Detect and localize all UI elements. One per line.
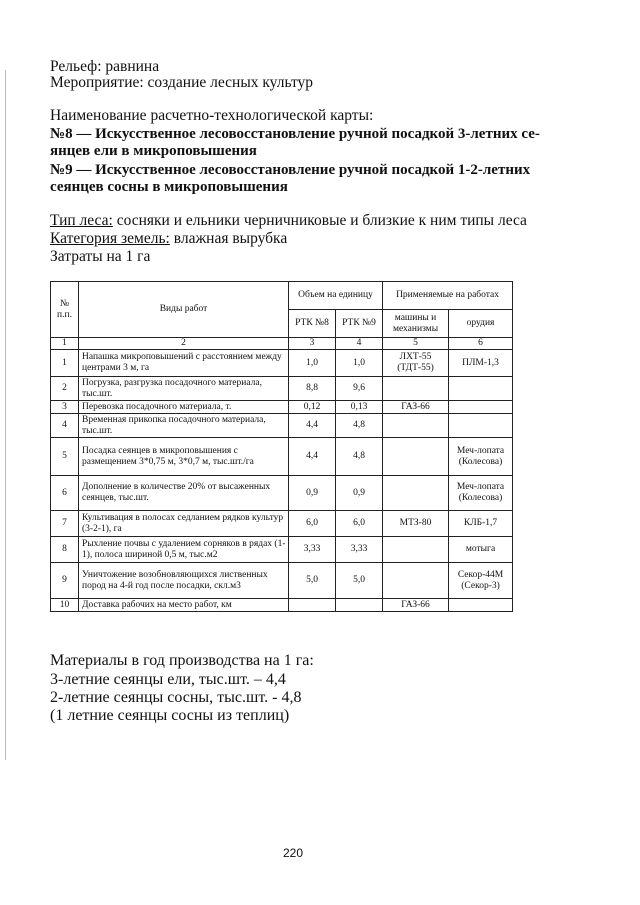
card9-title-line2: сеянцев сосны в микроповышения (50, 179, 288, 195)
card-heading: Наименование расчетно-технологической карты: (50, 107, 374, 124)
row-rtk8 (289, 599, 336, 612)
table-row (51, 401, 513, 414)
card9-title-line1: №9 — Искусственное лесовосстановление ручной посадкой 1-2-летних (50, 162, 531, 178)
row-rtk8: 0,9 (289, 476, 336, 511)
row-rtk9: 0,9 (336, 476, 383, 511)
colnum: 3 (289, 338, 336, 350)
row-tool: мотыга (449, 537, 513, 563)
row-num: 9 (51, 563, 79, 599)
relief-line: Рельеф: равнина (50, 58, 160, 75)
materials-line3: (1 летние сеянцы сосны из теплиц) (50, 707, 290, 724)
row-tool (449, 377, 513, 401)
row-rtk8: 3,33 (289, 537, 336, 563)
row-machine: ГАЗ-66 (383, 401, 449, 414)
row-work: Напашка микроповышений с расстоянием между центрами 3 м, га (79, 350, 289, 377)
materials-line2: 2-летние сеянцы сосны, тыс.шт. - 4,8 (50, 689, 302, 706)
colnum: 1 (51, 338, 79, 350)
land-category-label: Категория земель: (50, 230, 170, 247)
row-machine (383, 377, 449, 401)
table-row (51, 563, 513, 599)
materials-heading: Материалы в год производства на 1 га: (50, 652, 314, 669)
row-num: 7 (51, 511, 79, 537)
row-rtk8: 4,4 (289, 414, 336, 438)
table-row (51, 476, 513, 511)
works-table (50, 281, 513, 612)
row-num: 8 (51, 537, 79, 563)
row-work: Культивация в полосах седланием рядков культур (3-2-1), га (79, 511, 289, 537)
forest-type-label: Тип леса: (50, 212, 113, 229)
row-machine (383, 537, 449, 563)
row-machine (383, 414, 449, 438)
row-work: Уничтожение возобновляющихся лиственных пород на 4-й год после посадки, скл.м3 (79, 563, 289, 599)
row-machine: ГАЗ-66 (383, 599, 449, 612)
header-works: Виды работ (79, 282, 289, 338)
header-mach: машины и механизмы (383, 310, 449, 338)
row-num: 3 (51, 401, 79, 414)
row-tool (449, 401, 513, 414)
row-machine (383, 476, 449, 511)
table-row (51, 350, 513, 377)
row-num: 2 (51, 377, 79, 401)
row-rtk9: 9,6 (336, 377, 383, 401)
header-tools: орудия (449, 310, 513, 338)
header-rtk8: РТК №8 (289, 310, 336, 338)
row-rtk8: 0,12 (289, 401, 336, 414)
row-rtk9 (336, 599, 383, 612)
row-tool (449, 414, 513, 438)
row-num: 1 (51, 350, 79, 377)
row-machine (383, 438, 449, 476)
land-category-value: влажная вырубка (169, 230, 288, 247)
row-rtk9: 4,8 (336, 414, 383, 438)
row-rtk8: 6,0 (289, 511, 336, 537)
land-category-line (50, 230, 287, 248)
row-rtk9: 6,0 (336, 511, 383, 537)
row-tool: Секор-44М (Секор-3) (449, 563, 513, 599)
row-work: Перевозка посадочного материала, т. (79, 401, 289, 414)
colnum: 6 (449, 338, 513, 350)
colnum: 5 (383, 338, 449, 350)
row-machine: ЛХТ-55 (ТДТ-55) (383, 350, 449, 377)
forest-type-line (50, 212, 527, 230)
row-rtk9: 0,13 (336, 401, 383, 414)
row-work: Дополнение в количестве 20% от высаженных сеянцев, тыс.шт. (79, 476, 289, 511)
row-tool (449, 599, 513, 612)
activity-line: Мероприятие: создание лесных культур (50, 74, 314, 91)
row-work: Временная прикопка посадочного материала, тыс.шт. (79, 414, 289, 438)
page-number: 220 (283, 846, 304, 860)
row-rtk8: 5,0 (289, 563, 336, 599)
header-rtk9: РТК №9 (336, 310, 383, 338)
colnum: 2 (79, 338, 289, 350)
table-row (51, 414, 513, 438)
row-work: Рыхление почвы с удалением сорняков в рядах (1-1), полоса шириной 0,5 м, тыс.м2 (79, 537, 289, 563)
row-work: Погрузка, разгрузка посадочного материала, тыс.шт. (79, 377, 289, 401)
header-machines: Применяемые на работах (383, 282, 513, 310)
header-volume: Объем на единицу (289, 282, 383, 310)
table-row (51, 537, 513, 563)
row-tool: ПЛМ-1,3 (449, 350, 513, 377)
table-row (51, 438, 513, 476)
page-edge-line (5, 70, 6, 760)
row-num: 4 (51, 414, 79, 438)
row-tool: Меч-лопата (Колесова) (449, 476, 513, 511)
row-work: Доставка рабочих на место работ, км (79, 599, 289, 612)
row-machine (383, 563, 449, 599)
row-work: Посадка сеянцев в микроповышения с размещением 3*0,75 м, 3*0,7 м, тыс.шт./га (79, 438, 289, 476)
header-num: № п.п. (51, 282, 79, 338)
row-rtk8: 4,4 (289, 438, 336, 476)
row-rtk8: 8,8 (289, 377, 336, 401)
colnum: 4 (336, 338, 383, 350)
row-rtk9: 1,0 (336, 350, 383, 377)
row-tool: КЛБ-1,7 (449, 511, 513, 537)
costs-line: Затраты на 1 га (50, 248, 151, 265)
row-num: 6 (51, 476, 79, 511)
row-rtk9: 3,33 (336, 537, 383, 563)
forest-type-value: сосняки и ельники черничниковые и близкие к ним типы леса (112, 212, 527, 229)
row-tool: Меч-лопата (Колесова) (449, 438, 513, 476)
row-machine: МТЗ-80 (383, 511, 449, 537)
table-row (51, 599, 513, 612)
row-num: 10 (51, 599, 79, 612)
row-rtk8: 1,0 (289, 350, 336, 377)
row-num: 5 (51, 438, 79, 476)
row-rtk9: 4,8 (336, 438, 383, 476)
table-row (51, 377, 513, 401)
table-row (51, 511, 513, 537)
row-rtk9: 5,0 (336, 563, 383, 599)
card8-title-line1: №8 — Искусственное лесовосстановление ручной посадкой 3-летних се- (50, 126, 540, 142)
card8-title-line2: янцев ели в микроповышения (50, 143, 257, 159)
materials-line1: 3-летние сеянцы ели, тыс.шт. – 4,4 (50, 671, 286, 688)
